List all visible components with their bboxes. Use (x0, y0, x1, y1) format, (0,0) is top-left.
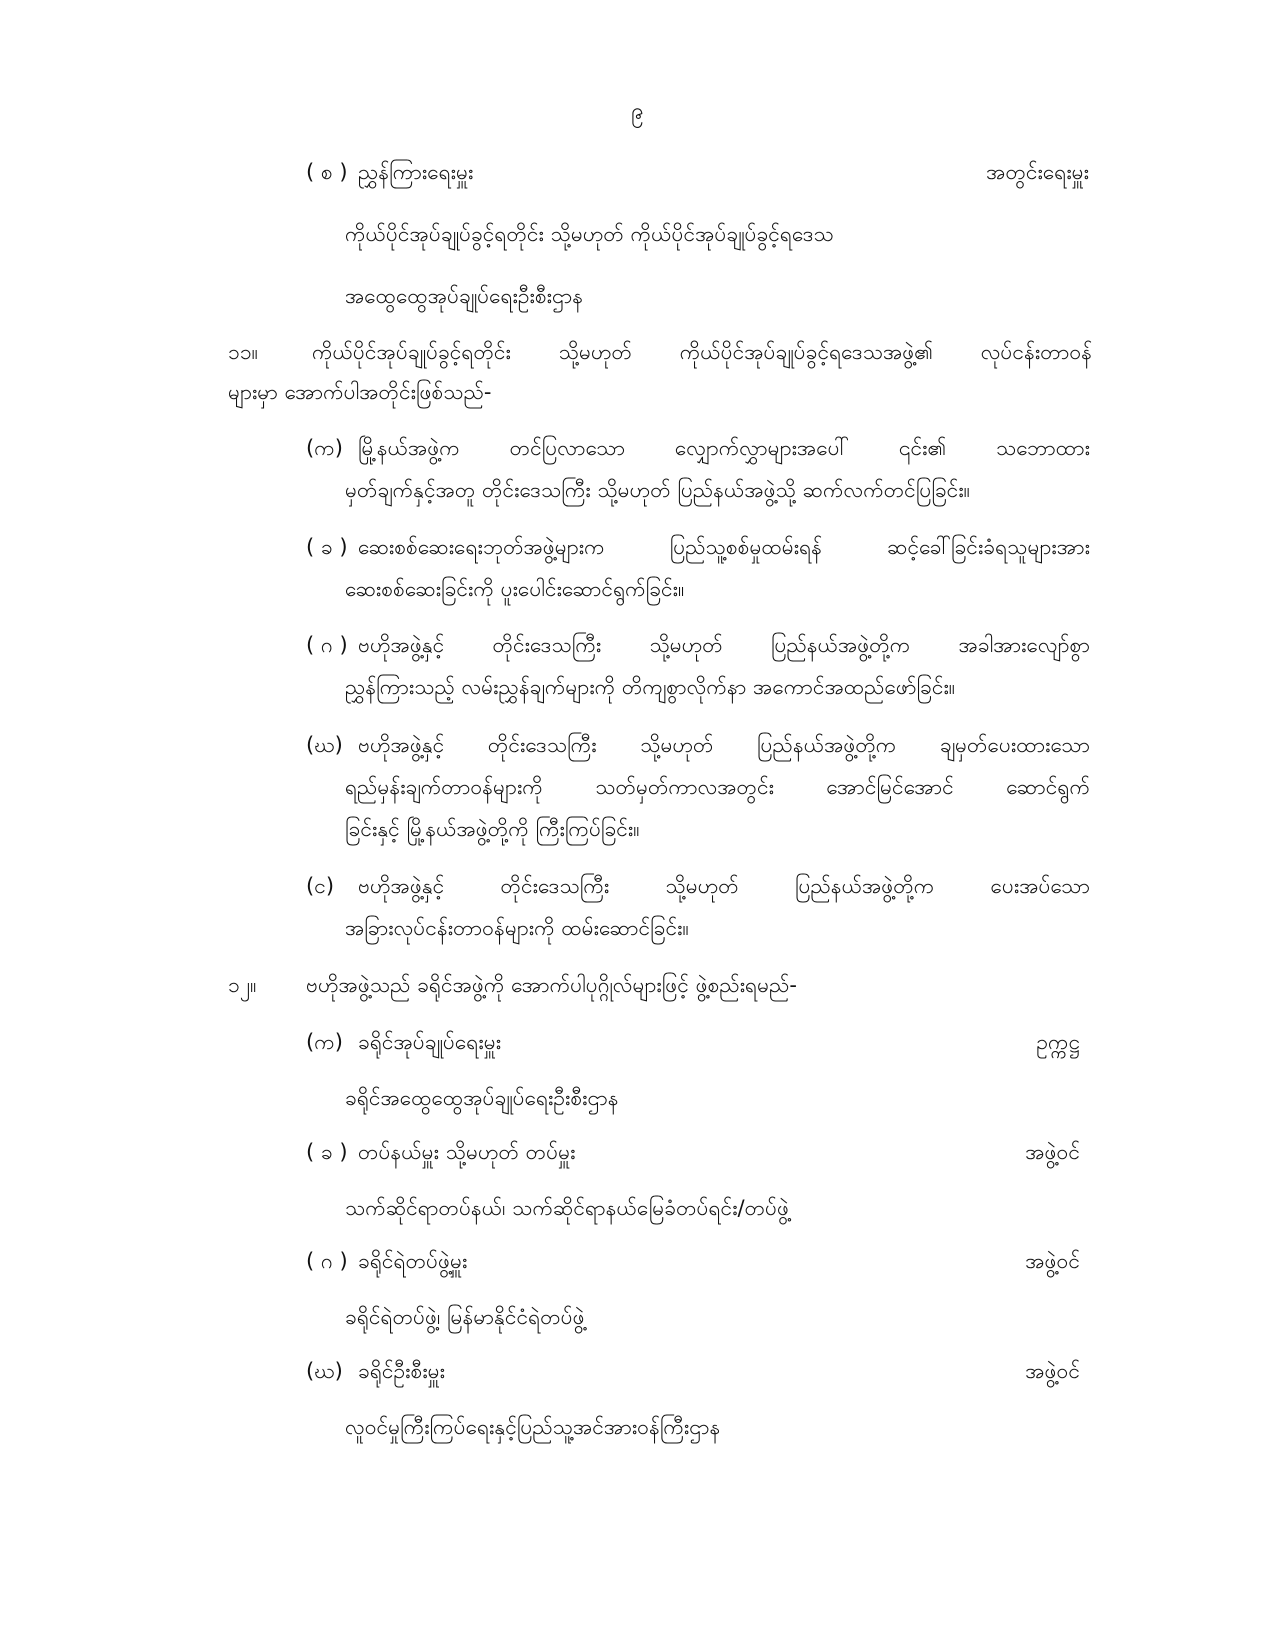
para11-item-ka-line1: မြို့နယ်အဖွဲ့က တင်ပြလာသော လျှောက်လွှာများအပေါ် ၎င်း၏ သဘောထား (358, 436, 1090, 460)
para11-number: ၁၁။ (228, 340, 258, 364)
item-sa-title: ညွှန်ကြားရေးမှူး (358, 160, 474, 184)
item-sa-role: အတွင်းရေးမှူး (986, 160, 1089, 184)
para12-number: ၁၂။ (228, 973, 257, 997)
para11-item-gha-line2: ရည်မှန်းချက်တာဝန်များကို သတ်မှတ်ကာလအတွင်း အောင်မြင်အောင် ဆောင်ရွက် (345, 775, 1090, 799)
para12-item-ga-label: ( ဂ ) (306, 1249, 348, 1273)
para11-item-gha-line3: ခြင်းနှင့် မြို့နယ်အဖွဲ့တို့ကို ကြီးကြပ်ခြင်း။ (345, 817, 640, 841)
para12-item-gha-title: ခရိုင်ဦးစီးမှူး (358, 1359, 445, 1383)
para11-item-ga-line2: ညွှန်ကြားသည့် လမ်းညွှန်ချက်များကို တိကျစွာလိုက်နာ အကောင်အထည်ဖော်ခြင်း။ (345, 675, 956, 699)
para12-item-kha-role: အဖွဲ့ဝင် (1025, 1140, 1080, 1164)
para12-item-gha-label: (ဃ) (306, 1359, 343, 1383)
para12-item-gha-sub: လူဝင်မှုကြီးကြပ်ရေးနှင့်ပြည်သူ့အင်အားဝန်ကြီးဌာန (345, 1415, 721, 1439)
para11-item-nga-label: (င) (306, 874, 335, 898)
para12-item-ka-role: ဥက္ကဋ္ဌ (1036, 1030, 1080, 1054)
para12-line1: ဗဟိုအဖွဲ့သည် ခရိုင်အဖွဲ့ကို အောက်ပါပုဂ္ဂိုလ်များဖြင့် ဖွဲ့စည်းရမည်- (306, 973, 797, 997)
para12-item-ka-label: (က) (306, 1030, 343, 1054)
para11-item-kha-line2: ဆေးစစ်ဆေးခြင်းကို ပူးပေါင်းဆောင်ရွက်ခြင်း။ (345, 577, 685, 601)
para11-line1: ကိုယ်ပိုင်အုပ်ချုပ်ခွင့်ရတိုင်း သို့မဟုတ် ကိုယ်ပိုင်အုပ်ချုပ်ခွင့်ရဒေသအဖွဲ့၏ လုပ်ငန်းတာဝန် (312, 340, 1092, 364)
para12-item-ga-sub: ခရိုင်ရဲတပ်ဖွဲ့၊ မြန်မာနိုင်ငံရဲတပ်ဖွဲ့ (345, 1305, 585, 1329)
para11-item-nga-line1: ဗဟိုအဖွဲ့နှင့် တိုင်းဒေသကြီး သို့မဟုတ် ပြည်နယ်အဖွဲ့တို့က ပေးအပ်သော (358, 874, 1090, 898)
page-number: ၉ (631, 99, 644, 124)
para12-item-ka-sub: ခရိုင်အထွေထွေအုပ်ချုပ်ရေးဦးစီးဌာန (345, 1086, 619, 1110)
item-sa-label: ( စ ) (306, 160, 348, 184)
para11-item-kha-line1: ဆေးစစ်ဆေးရေးဘုတ်အဖွဲ့များက ပြည်သူ့စစ်မှုထမ်းရန် ဆင့်ခေါ်ခြင်းခံရသူများအား (358, 535, 1090, 559)
para12-item-ga-role: အဖွဲ့ဝင် (1025, 1249, 1080, 1273)
para12-item-kha-sub: သက်ဆိုင်ရာတပ်နယ်၊ သက်ဆိုင်ရာနယ်မြေခံတပ်ရင်း/တပ်ဖွဲ့ (345, 1196, 790, 1220)
para11-item-ka-label: (က) (306, 436, 343, 460)
para12-item-kha-label: ( ခ ) (306, 1140, 348, 1164)
para12-item-kha-title: တပ်နယ်မှူး သို့မဟုတ် တပ်မှူး (358, 1140, 576, 1164)
para11-item-ga-label: ( ဂ ) (306, 633, 348, 657)
para11-item-ga-line1: ဗဟိုအဖွဲ့နှင့် တိုင်းဒေသကြီး သို့မဟုတ် ပြည်နယ်အဖွဲ့တို့က အခါအားလျော်စွာ (358, 633, 1090, 657)
para11-item-nga-line2: အခြားလုပ်ငန်းတာဝန်များကို ထမ်းဆောင်ခြင်း။ (345, 916, 689, 940)
para11-line2: များမှာ အောက်ပါအတိုင်းဖြစ်သည်- (228, 380, 492, 404)
item-sa-line1: ကိုယ်ပိုင်အုပ်ချုပ်ခွင့်ရတိုင်း သို့မဟုတ် ကိုယ်ပိုင်အုပ်ချုပ်ခွင့်ရဒေသ (345, 222, 834, 246)
para11-item-kha-label: ( ခ ) (306, 535, 348, 559)
para11-item-ka-line2: မှတ်ချက်နှင့်အတူ တိုင်းဒေသကြီး သို့မဟုတ် ပြည်နယ်အဖွဲ့သို့ ဆက်လက်တင်ပြခြင်း။ (345, 478, 971, 502)
para12-item-ka-title: ခရိုင်အုပ်ချုပ်ရေးမှူး (358, 1030, 502, 1054)
para11-item-gha-label: (ဃ) (306, 733, 343, 757)
para12-item-ga-title: ခရိုင်ရဲတပ်ဖွဲ့မှူး (358, 1249, 468, 1273)
item-sa-line2: အထွေထွေအုပ်ချုပ်ရေးဦးစီးဌာန (345, 284, 584, 308)
para12-item-gha-role: အဖွဲ့ဝင် (1025, 1359, 1080, 1383)
para11-item-gha-line1: ဗဟိုအဖွဲ့နှင့် တိုင်းဒေသကြီး သို့မဟုတ် ပြည်နယ်အဖွဲ့တို့က ချမှတ်ပေးထားသော (358, 733, 1090, 757)
